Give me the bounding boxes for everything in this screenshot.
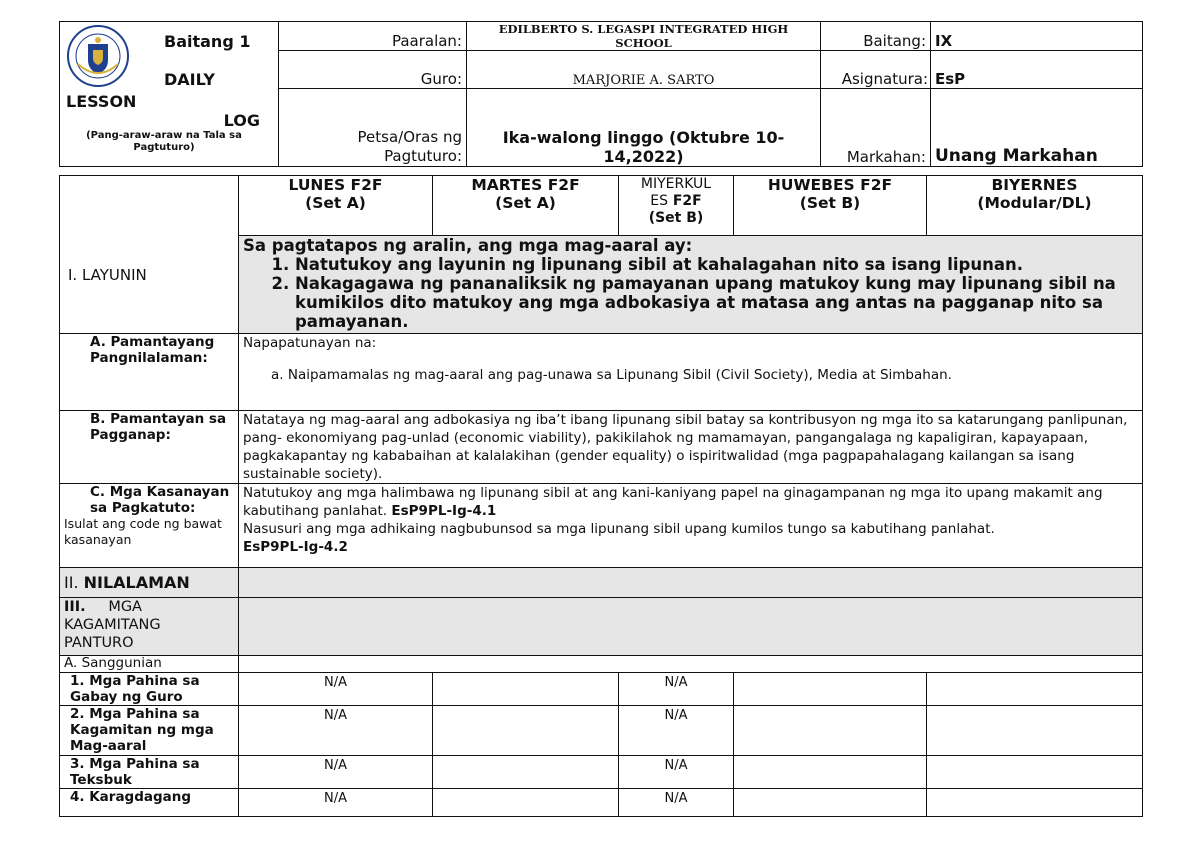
day-martes-set: (Set A) [495, 194, 556, 212]
pamantayang-pangnilalaman-content [239, 334, 1143, 411]
sanggunian-label: A. Sanggunian [60, 656, 239, 673]
resource-lunes: N/A [239, 756, 433, 789]
day-biyernes-name: BIYERNES [991, 176, 1078, 194]
nilalaman-content [239, 568, 1143, 598]
kasanayan-code-1: EsP9PL-Ig-4.1 [391, 503, 497, 519]
day-miyerkules-f2f: F2F [672, 193, 702, 209]
markahan-label: Markahan: [821, 89, 931, 167]
nilalaman-num: II. [64, 572, 79, 592]
title-block [60, 22, 279, 167]
resource-biyernes [927, 756, 1143, 789]
layunin-item: 2. Nakagagawa ng pananaliksik ng pamayanan upang matukoy kung may lipunang sibil na kumikilos dito matukoy ang mga adbokasiya at matasa ang antas na pagganap nito sa pamayanan. [295, 274, 1138, 331]
layunin-label-cell [60, 176, 239, 334]
resource-huwebes [734, 756, 927, 789]
paaralan-label: Paaralan: [279, 22, 467, 51]
deped-seal-icon [66, 24, 130, 88]
kasanayan-label: C. Mga Kasanayan sa Pagkatuto: [90, 484, 230, 516]
kagamitan-label-cell [60, 598, 239, 656]
pamantayang-item: a. Naipamamalas ng mag-aaral ang pag-unawa sa Lipunang Sibil (Civil Society), Media at Simbahan. [271, 367, 952, 383]
resource-huwebes [734, 673, 927, 706]
resource-martes [433, 789, 619, 817]
kagamitan-num: III. [64, 599, 86, 615]
pamantayang-lead: Napapatunayan na: [243, 335, 377, 351]
kasanayan-text-1: Natutukoy ang mga halimbawa ng lipunang sibil at ang kani-kaniyang papel na ginagampanan ng mga ito upang makamit ang kabutihang panlahat. [243, 485, 1103, 519]
resource-martes [433, 706, 619, 756]
paaralan-value: EDILBERTO S. LEGASPI INTEGRATED HIGH SCHOOL [467, 22, 821, 51]
title-daily: DAILY [164, 70, 215, 89]
guro-label: Guro: [279, 51, 467, 89]
resource-label: 3. Mga Pahina sa Teksbuk [60, 756, 239, 789]
pamantayan-pagganap-content: Natataya ng mag-aaral ang adbokasiya ng iba’t ibang lipunang sibil batay sa kontribusyon ng mga ito sa katarungang panlipunan, pang- ekonomiyang pag-unlad (economic viability), pakikilahok ng mamamayan, pangangalaga ng kapaligiran, kapayapaan, pagkakapantay ng kababaihan at kalalakihan (gender equality) o ispiritwalidad (mga pagpapahalagang kailangan sa isang sustainable society). [239, 411, 1143, 484]
day-miyerkules [619, 176, 734, 236]
resource-label: 4. Karagdagang [60, 789, 239, 817]
petsa-value: Ika-walong linggo (Oktubre 10-14,2022) [467, 89, 821, 167]
layunin-item: 1. Natutukoy ang layunin ng lipunang sibil at kahalagahan nito sa isang lipunan. [295, 255, 1138, 274]
nilalaman-label: NILALAMAN [83, 572, 190, 592]
resource-miyerkules: N/A [619, 673, 734, 706]
table-row [60, 789, 1143, 817]
layunin-content [239, 236, 1143, 334]
day-huwebes-name: HUWEBES F2F [767, 176, 893, 194]
kagamitan-content [239, 598, 1143, 656]
layunin-label: I. LAYUNIN [68, 265, 147, 284]
day-huwebes [734, 176, 927, 236]
day-miyerkules-name-b: ES [650, 193, 668, 209]
grade-line: Baitang 1 [164, 32, 251, 51]
day-biyernes [927, 176, 1143, 236]
baitang-value: IX [931, 22, 1143, 51]
title-lesson: LESSON [66, 92, 137, 111]
day-martes [433, 176, 619, 236]
resource-label: 2. Mga Pahina sa Kagamitan ng mga Mag-aaral [60, 706, 239, 756]
title-subtitle: (Pang-araw-araw na Tala sa Pagtuturo) [86, 130, 242, 153]
layunin-intro: Sa pagtatapos ng aralin, ang mga mag-aaral ay: [243, 236, 693, 255]
resource-miyerkules: N/A [619, 706, 734, 756]
resource-biyernes [927, 673, 1143, 706]
table-row [60, 673, 1143, 706]
resource-martes [433, 673, 619, 706]
pamantayang-pangnilalaman-label: A. Pamantayang Pangnilalaman: [60, 334, 239, 411]
kasanayan-note: Isulat ang code ng bawat kasanayan [64, 516, 222, 547]
resource-biyernes [927, 706, 1143, 756]
kasanayan-content [239, 484, 1143, 568]
table-row [60, 756, 1143, 789]
kasanayan-code-2: EsP9PL-Ig-4.2 [243, 539, 348, 555]
dll-table [59, 175, 1143, 817]
day-lunes [239, 176, 433, 236]
kasanayan-text-2: Nasusuri ang mga adhikaing nagbubunsod sa mga lipunang sibil upang kumilos tungo sa kabutihang panlahat. [243, 521, 995, 537]
day-martes-name: MARTES F2F [471, 176, 580, 194]
title-log: LOG [223, 111, 260, 130]
kagamitan-label: MGA KAGAMITANG PANTURO [64, 599, 161, 651]
day-lunes-set: (Set A) [305, 194, 366, 212]
resource-martes [433, 756, 619, 789]
asignatura-value: EsP [931, 51, 1143, 89]
day-biyernes-set: (Modular/DL) [977, 194, 1092, 212]
asignatura-label: Asignatura: [821, 51, 931, 89]
resource-label: 1. Mga Pahina sa Gabay ng Guro [60, 673, 239, 706]
resource-miyerkules: N/A [619, 789, 734, 817]
nilalaman-label-cell [60, 568, 239, 598]
kasanayan-label-cell [60, 484, 239, 568]
table-row [60, 706, 1143, 756]
resource-miyerkules: N/A [619, 756, 734, 789]
resource-huwebes [734, 789, 927, 817]
petsa-label: Petsa/Oras ng Pagtuturo: [279, 89, 467, 167]
resource-lunes: N/A [239, 673, 433, 706]
resource-biyernes [927, 789, 1143, 817]
resource-lunes: N/A [239, 706, 433, 756]
sanggunian-content [239, 656, 1143, 673]
markahan-value: Unang Markahan [931, 89, 1143, 167]
day-miyerkules-set: (Set B) [648, 210, 704, 226]
day-huwebes-set: (Set B) [799, 194, 861, 212]
day-lunes-name: LUNES F2F [288, 176, 383, 194]
resource-huwebes [734, 706, 927, 756]
resource-lunes: N/A [239, 789, 433, 817]
day-miyerkules-name-a: MIYERKUL [640, 176, 712, 192]
pamantayan-pagganap-label: B. Pamantayan sa Pagganap: [60, 411, 239, 484]
baitang-label: Baitang: [821, 22, 931, 51]
guro-value: MARJORIE A. SARTO [467, 51, 821, 89]
header-table [59, 21, 1143, 167]
